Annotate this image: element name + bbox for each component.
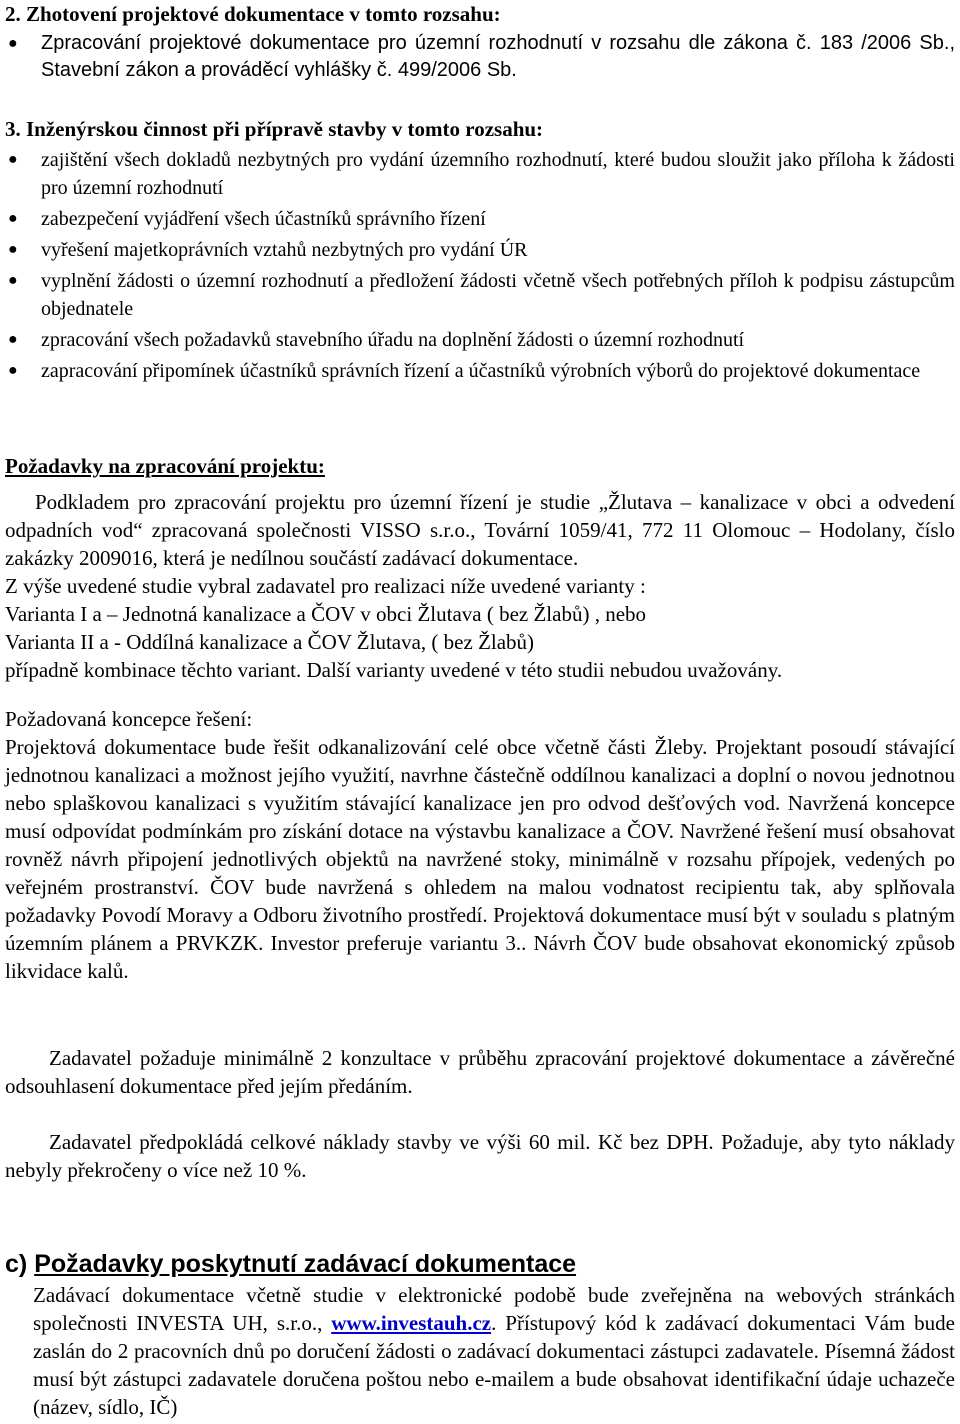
consultation-paragraph: Zadavatel požaduje minimálně 2 konzultace v průběhu zpracování projektové dokumentace a závěrečné odsouhlasení dokumentace před jejím předáním.: [5, 1046, 955, 1098]
list-item-text: vyplnění žádosti o územní rozhodnutí a předložení žádosti včetně všech potřebných příloh k podpisu zástupcům objednatele: [41, 270, 955, 320]
bullet-icon: ●: [8, 272, 18, 289]
website-link[interactable]: www.investauh.cz: [331, 1311, 492, 1335]
bullet-icon: ●: [8, 210, 18, 227]
requirements-paragraph: Podkladem pro zpracování projektu pro územní řízení je studie „Žlutava – kanalizace v obci a odvedení odpadních vod“ zpracovaná společnosti VISSO s.r.o., Tovární 1059/41, 772 11 Olomouc – Hodolany, číslo zakázky 2009016, která je nedílnou součástí zadávací dokumentace.: [5, 490, 955, 570]
variant-2: Varianta II a - Oddílná kanalizace a ČOV Žlutava, ( bez Žlabů): [5, 630, 535, 654]
section-c-heading: [5, 1247, 576, 1281]
bullet-icon: ●: [8, 362, 18, 379]
bullet-icon: ●: [8, 241, 18, 258]
list-item: [5, 146, 955, 202]
bullet-icon: ●: [8, 35, 18, 52]
list-item-text: zabezpečení vyjádření všech účastníků správního řízení: [41, 208, 486, 230]
section-3: [5, 115, 955, 385]
cost-paragraph: Zadavatel předpokládá celkové náklady stavby ve výši 60 mil. Kč bez DPH. Požaduje, aby tyto náklady nebyly překročeny o více než 10 %.: [5, 1130, 955, 1182]
section-2-list: [5, 30, 955, 84]
list-item-text: zpracování všech požadavků stavebního úřadu na doplnění žádosti o územní rozhodnutí: [41, 329, 745, 351]
bullet-icon: ●: [8, 331, 18, 348]
concept-label: Požadovaná koncepce řešení:: [5, 707, 253, 731]
section-2: [5, 0, 955, 84]
list-item: [5, 267, 955, 323]
requirements-line: Z výše uvedené studie vybral zadavatel pro realizaci níže uvedené varianty :: [5, 574, 646, 598]
list-item: [5, 326, 955, 354]
section-c-title: Požadavky poskytnutí zadávací dokumentace: [34, 1250, 577, 1278]
requirements-line: případně kombinace těchto variant. Další varianty uvedené v této studii nebudou uvažovány.: [5, 658, 783, 682]
variant-1: Varianta I a – Jednotná kanalizace a ČOV v obci Žlutava ( bez Žlabů) , nebo: [5, 602, 647, 626]
bullet-icon: ●: [8, 151, 18, 168]
list-item: [5, 205, 955, 233]
cost-paragraph-block: [5, 1128, 955, 1184]
section-c-prefix: c): [5, 1250, 28, 1278]
section-3-heading: 3. Inženýrskou činnost při přípravě stavby v tomto rozsahu:: [5, 117, 544, 141]
section-c-body: [33, 1281, 955, 1421]
section-3-list: [5, 146, 955, 385]
list-item: [5, 357, 955, 385]
section-2-heading: 2. Zhotovení projektové dokumentace v tomto rozsahu:: [5, 2, 501, 26]
requirements-body: [5, 488, 955, 684]
section-c-text-before: Zadávací dokumentace včetně studie v elektronické podobě bude zveřejněna na webových stránkách společnosti INVESTA UH, s.r.o.,: [33, 1283, 955, 1335]
section-c-paragraph: [33, 1281, 955, 1421]
consultation-paragraph-block: [5, 1044, 955, 1100]
list-item-text: zajištění všech dokladů nezbytných pro vydání územního rozhodnutí, které budou sloužit jako příloha k žádosti pro územní rozhodnutí: [41, 149, 955, 199]
list-item: [5, 236, 955, 264]
section-c-text-after: . Přístupový kód k zadávací dokumentaci Vám bude zaslán do 2 pracovních dnů po doručení žádosti o zadávací dokumentaci zástupci zadavatele. Písemná žádost musí být zástupci zadavatele doručena poštou nebo e-mailem a bude obsahovat identifikační údaje uchazeče (název, sídlo, IČ): [33, 1311, 956, 1419]
list-item-text: Zpracování projektové dokumentace pro územní rozhodnutí v rozsahu dle zákona č. 183 /2006 Sb., Stavební zákon a prováděcí vyhlášky č. 499/2006 Sb.: [41, 32, 955, 81]
list-item-text: zapracování připomínek účastníků správních řízení a účastníků výrobních výborů do projektové dokumentace: [41, 360, 921, 382]
requirements-heading: Požadavky na zpracování projektu:: [5, 454, 325, 478]
concept-paragraph: Projektová dokumentace bude řešit odkanalizování celé obce včetně části Žleby. Projektant posoudí stávající jednotnou kanalizaci a možnost jejího využití, navrhne částečně oddílnou kanalizaci a doplní o novou jednotnou nebo splaškovou kanalizaci s využitím stávající kanalizace jen pro odvod dešťových vod. Navržená koncepce musí odpovídat podmínkám pro získání dotace na výstavbu kanalizace a ČOV. Navržené řešení musí obsahovat rovněž návrh připojení jednotlivých objektů na navržené stoky, minimálně v rozsahu přípojek, vedených po veřejném prostranství. ČOV bude navržená s ohledem na malou vodnatost recipientu tak, aby splňovala požadavky Povodí Moravy a Odboru životního prostředí. Projektová dokumentace musí být v souladu s platným územním plánem a PRVKZK. Investor preferuje variantu 3.. Návrh ČOV bude obsahovat ekonomický způsob likvidace kalů.: [5, 735, 955, 983]
concept-body: [5, 733, 955, 985]
list-item-text: vyřešení majetkoprávních vztahů nezbytných pro vydání ÚR: [41, 239, 528, 261]
list-item: [5, 30, 955, 84]
